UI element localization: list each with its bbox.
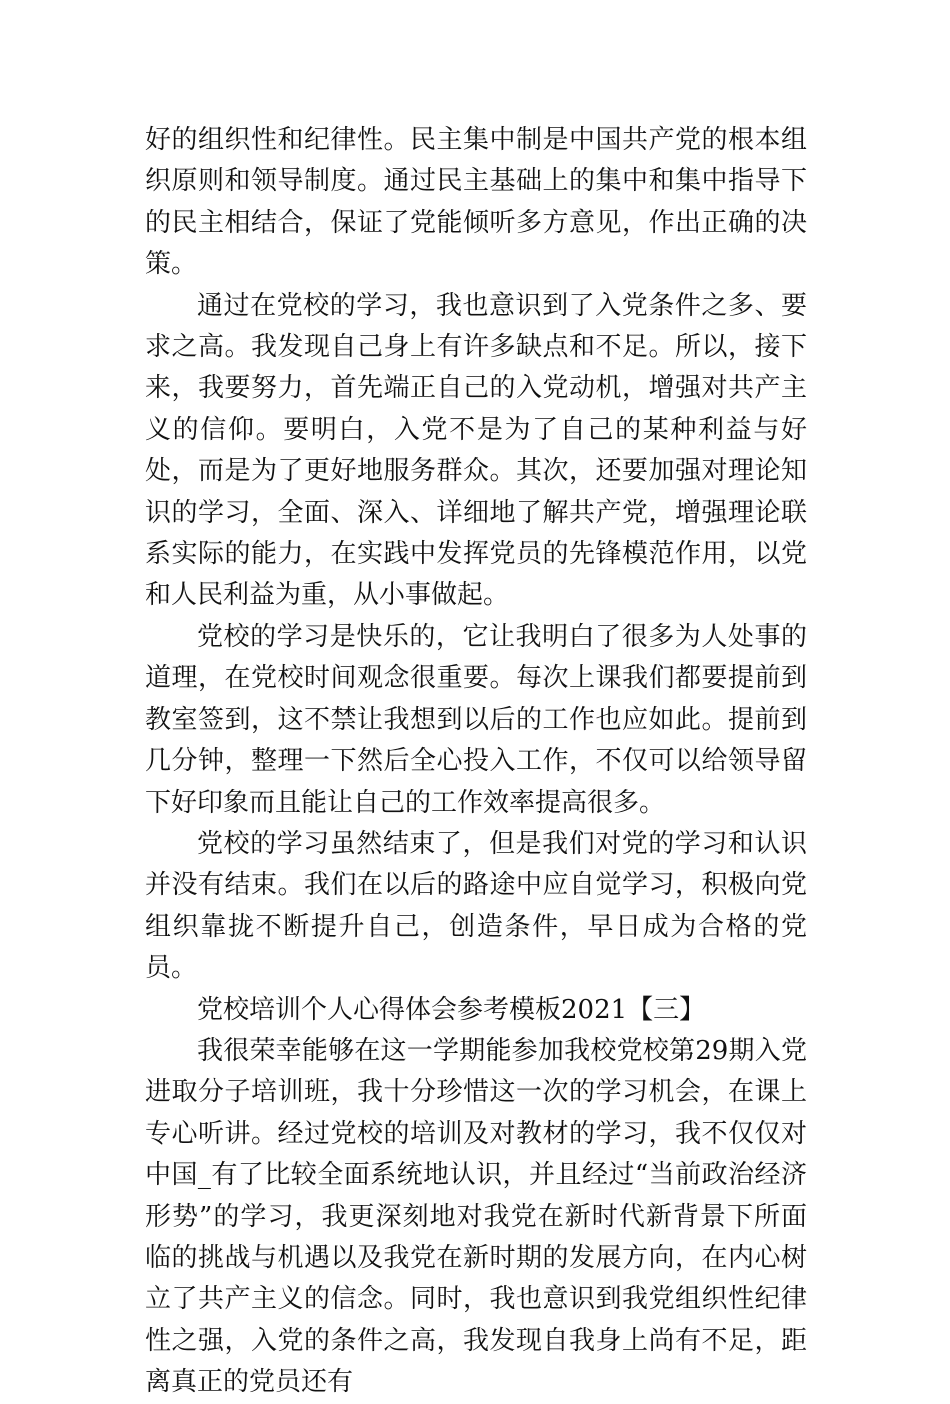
paragraph-continuation: 好的组织性和纪律性。民主集中制是中国共产党的根本组织原则和领导制度。通过民主基础上的集中和集中指导下的民主相结合，保证了党能倾听多方意见，作出正确的决策。	[145, 125, 807, 280]
paragraph-training-class: 我很荣幸能够在这一学期能参加我校党校第29期入党进取分子培训班，我十分珍惜这一次的学习机会，在课上专心听讲。经过党校的培训及对教材的学习，我不仅仅对中国_有了比较全面系统地认识，并且经过“当前政治经济形势”的学习，我更深刻地对我党在新时代新背景下所面临的挑战与机遇以及我党在新时期的发展方向，在内心树立了共产主义的信念。同时，我也意识到我党组织性纪律性之强，入党的条件之高，我发现自我身上尚有不足，距离真正的党员还有	[145, 1035, 807, 1398]
document-body	[145, 120, 807, 1404]
paragraph-entry-conditions: 通过在党校的学习，我也意识到了入党条件之多、要求之高。我发现自己身上有许多缺点和不足。所以，接下来，我要努力，首先端正自己的入党动机，增强对共产主义的信仰。要明白，入党不是为了自己的某种利益与好处，而是为了更好地服务群众。其次，还要加强对理论知识的学习，全面、深入、详细地了解共产党，增强理论联系实际的能力，在实践中发挥党员的先锋模范作用，以党和人民利益为重，从小事做起。	[145, 290, 807, 611]
section-heading: 党校培训个人心得体会参考模板2021【三】	[197, 994, 706, 1025]
paragraph-study-end: 党校的学习虽然结束了，但是我们对党的学习和认识并没有结束。我们在以后的路途中应自觉学习，积极向党组织靠拢不断提升自己，创造条件，早日成为合格的党员。	[145, 828, 807, 984]
paragraph-learning-joy: 党校的学习是快乐的，它让我明白了很多为人处事的道理，在党校时间观念很重要。每次上课我们都要提前到教室签到，这不禁让我想到以后的工作也应如此。提前到几分钟，整理一下然后全心投入工作，不仅可以给领导留下好印象而且能让自己的工作效率提高很多。	[145, 621, 807, 818]
